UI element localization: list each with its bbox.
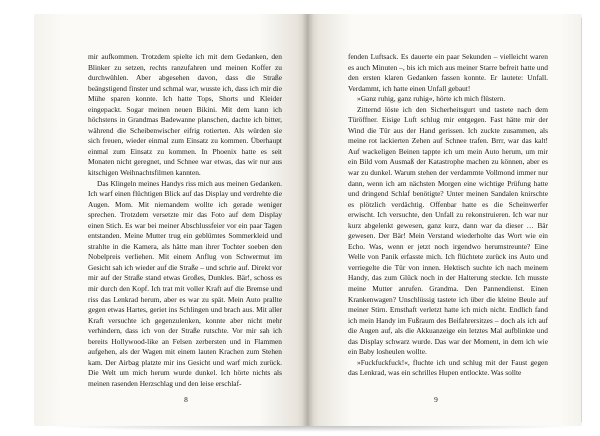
right-page-number: 9	[434, 395, 438, 404]
open-book	[34, 14, 582, 426]
left-paragraph-1: mir aufkommen. Trotzdem spielte ich mit dem Gedanken, den Blinker zu setzen, rechts ranzufahren und meinen Koffer zu durchwühlen. Aber abgesehen davon, dass die Straße beängstigend finster und schmal war, wusste ich, dass ich mir die Mühe sparen konnte. Ich hatte Tops, Shorts und Kleider eingepackt. Sogar meinen neuen Bikini. Mit dem kann ich höchstens in Grandmas Badewanne planschen, dachte ich bitter, während die Scheibenwischer eifrig rotierten. Als würden sie sich freuen, wieder einmal zum Einsatz zu kommen. Überhaupt einmal zum Einsatz zu kommen. In Phoenix hatte es seit Monaten nicht geregnet, und Schnee war etwas, das wir nur aus kitschigen Weihnachtsfilmen kannten.	[88, 52, 282, 178]
right-paragraph-4: »Fuckfuckfuck!«, fluchte ich und schlug mit der Faust gegen das Lenkrad, was ein schrilles Hupen entlockte. Was sollte	[348, 357, 548, 378]
right-paragraph-3: Zitternd löste ich den Sicherheitsgurt und tastete nach dem Türöffner. Eisige Luft schlug mir entgegen. Fast hätte mir der Wind die Tür aus der Hand gerissen. Ich zuckte zusammen, als meine rot lackierten Zehen auf Schnee trafen. Brrr, war das kalt! Auf wackeligen Beinen tappte ich um mein Auto herum, um mir ein Bild vom Ausmaß der Katastrophe machen zu können, aber es war zu dunkel. Warum stehen der verdammte Vollmond immer nur dann, wenn ich am nächsten Morgen eine wichtige Prüfung hatte und dringend Schlaf benötigte? Unter meinen Sandalen knirschte es plötzlich verdächtig. Offenbar hatte es die Scheinwerfer erwischt. Ich versuchte, den Unfall zu rekonstruieren. Ich war nur kurz abgelenkt gewesen, ganz kurz, dann war da dieser … Bär gewesen. Der Bär! Mein Verstand wiederholte das Wort wie ein Echo. Was, wenn er jetzt noch irgendwo herumstreunte? Eine Welle von Panik erfasste mich. Ich flüchtete zurück ins Auto und verriegelte die Tür von innen. Hektisch suchte ich nach meinem Handy, das zum Glück noch in der Halterung steckte. Ich musste meine Mutter anrufen. Grandma. Den Pannendienst. Einen Krankenwagen? Unschlüssig tastete ich über die kleine Beule auf meiner Stirn. Ernsthaft verletzt hatte ich mich nicht. Endlich fand ich mein Handy im Fußraum des Beifahrersitzes – doch als ich auf die Augen auf, als die Akkuanzeige ein letztes Mal aufblinkte und das Display schwarz wurde. Das war der Moment, in dem ich wie ein Baby losheulen wollte.	[348, 104, 548, 357]
right-paragraph-2: »Ganz ruhig, ganz ruhig«, hörte ich mich flüstern.	[357, 94, 506, 104]
right-paragraph-1: fenden Luftsack. Es dauerte ein paar Sekunden – vielleicht waren es auch Minuten –, bis ich mich aus meiner Starre befreit hatte und den ersten klaren Gedanken fassen konnte. Er lautete: Unfall. Verdammt, ich hatte einen Unfall gebaut!	[348, 52, 548, 93]
left-paragraph-2: Das Klingeln meines Handys riss mich aus meinen Gedanken. Ich warf einen flüchtigen Blick auf das Display und verdrehte die Augen. Mom. Mit niemandem wollte ich gerade weniger sprechen. Trotzdem versetzte mir das Foto auf dem Display einen Stich. Es war bei meiner Abschlussfeier vor ein paar Tagen entstanden. Meine Mutter trug ein geblümtes Sommerkleid und strahlte in die Kamera, als hätte man ihrer Tochter soeben den Nobelpreis verliehen. Mit einem Anflug von Schwermut im Gesicht sah ich wieder auf die Straße – und schrie auf. Direkt vor mir auf der Straße stand etwas Großes, Dunkles. Bär!, schoss es mir durch den Kopf. Ich trat mit voller Kraft auf die Bremse und riss das Lenkrad herum, aber es war zu spät. Mein Auto prallte gegen etwas Hartes, geriet ins Schlingen und brach aus. Mit aller Kraft versuchte ich gegenzulenken, konnte aber nicht mehr verhindern, dass ich von der Straße rutschte. Vor mir sah ich bereits Hollywood-like an Felsen zerbersten und in Flammen aufgehen, als der Wagen mit einem lauten Krachen zum Stehen kam. Der Airbag platzte mir ins Gesicht und warf mich zurück. Die Welt um mich herum wurde dunkel. Ich hörte nichts als meinen rasenden Herzschlag und den leise erschlaf-	[88, 178, 282, 388]
right-page-text	[348, 52, 548, 379]
left-page-text	[88, 52, 282, 390]
page-edges	[581, 18, 582, 422]
left-page-number: 8	[184, 395, 188, 404]
left-page	[34, 14, 308, 426]
right-page	[308, 14, 582, 426]
